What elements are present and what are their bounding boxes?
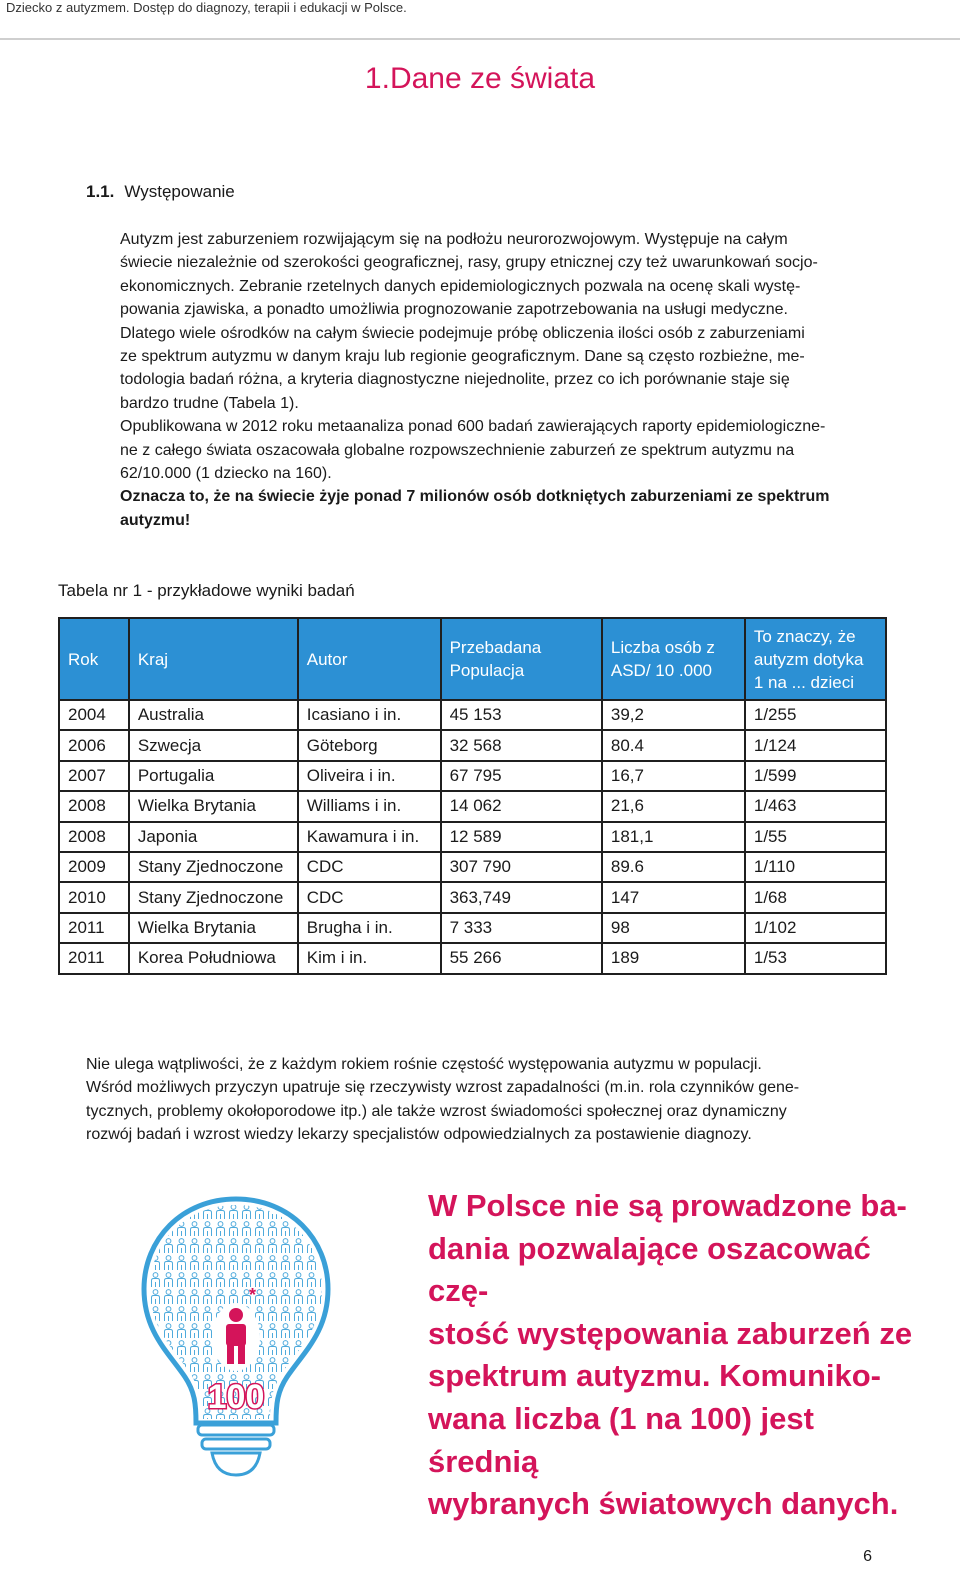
cell-znaczy: 1/102 bbox=[745, 913, 886, 943]
body-line: 62/10.000 (1 dziecko na 160). bbox=[120, 465, 332, 483]
cell-liczba: 21,6 bbox=[602, 791, 745, 821]
cell-kraj: Japonia bbox=[129, 822, 298, 852]
emphasis-line: autyzmu! bbox=[120, 511, 191, 529]
section-title: Występowanie bbox=[124, 182, 235, 201]
table-row bbox=[59, 852, 886, 882]
cell-kraj: Australia bbox=[129, 700, 298, 730]
header-rok: Rok bbox=[59, 618, 129, 700]
cell-populacja: 45 153 bbox=[441, 700, 602, 730]
header-znaczy-line: To znaczy, że bbox=[753, 626, 856, 646]
header-znaczy-line: autyzm dotyka bbox=[753, 649, 864, 669]
cell-kraj: Wielka Brytania bbox=[129, 791, 298, 821]
cell-autor: Kawamura i in. bbox=[298, 822, 441, 852]
table-row bbox=[59, 700, 886, 730]
cell-populacja: 14 062 bbox=[441, 791, 602, 821]
cell-liczba: 189 bbox=[602, 943, 745, 973]
table-row bbox=[59, 730, 886, 760]
cell-rok: 2011 bbox=[59, 943, 129, 973]
cell-kraj: Korea Południowa bbox=[129, 943, 298, 973]
body-line: Dlatego wiele ośrodków na całym świecie podejmuje próbę obliczenia ilości osób z zaburzeniami bbox=[120, 324, 805, 342]
cell-znaczy: 1/599 bbox=[745, 761, 886, 791]
body-line: todologia badań różna, a kryteria diagnostyczne niejednolite, przez co ich porównanie staje się bbox=[120, 371, 790, 389]
cell-autor: CDC bbox=[298, 882, 441, 912]
cell-kraj: Portugalia bbox=[129, 761, 298, 791]
page-number: 6 bbox=[863, 1548, 872, 1565]
body-line: ekonomicznych. Zebranie rzetelnych danych epidemiologicznych pozwala na ocenę skali wystę- bbox=[120, 277, 801, 295]
cell-rok: 2009 bbox=[59, 852, 129, 882]
cell-rok: 2007 bbox=[59, 761, 129, 791]
callout-line: wybranych światowych danych. bbox=[428, 1486, 899, 1522]
cell-autor: Oliveira i in. bbox=[298, 761, 441, 791]
cell-znaczy: 1/55 bbox=[745, 822, 886, 852]
body-line: świecie niezależnie od szerokości geograficznej, rasy, grupy etnicznej czy też uwarunkowań socjo- bbox=[120, 254, 818, 272]
bulb-label-100: 100 bbox=[207, 1378, 265, 1416]
cell-autor: Göteborg bbox=[298, 730, 441, 760]
cell-populacja: 12 589 bbox=[441, 822, 602, 852]
header-populacja bbox=[441, 618, 602, 700]
cell-rok: 2011 bbox=[59, 913, 129, 943]
cell-populacja: 7 333 bbox=[441, 913, 602, 943]
cell-znaczy: 1/124 bbox=[745, 730, 886, 760]
callout-line: dania pozwalające oszacować czę- bbox=[428, 1230, 871, 1309]
cell-autor: Kim i in. bbox=[298, 943, 441, 973]
section-heading bbox=[86, 182, 235, 202]
section-number: 1.1. bbox=[86, 182, 115, 201]
cell-kraj: Stany Zjednoczone bbox=[129, 852, 298, 882]
body-line: bardzo trudne (Tabela 1). bbox=[120, 394, 299, 412]
body-line: powania zjawiska, a ponadto umożliwia prognozowanie zapotrzebowania na usługi medyczne. bbox=[120, 301, 788, 319]
cell-liczba: 80.4 bbox=[602, 730, 745, 760]
cell-autor: Williams i in. bbox=[298, 791, 441, 821]
post-text-line: tycznych, problemy okołoporodowe itp.) ale także wzrost świadomości społecznej oraz dynamiczny bbox=[86, 1102, 787, 1120]
post-text-line: Wśród możliwych przyczyn upatruje się rzeczywisty wzrost zapadalności (m.in. rola czynników gene- bbox=[86, 1079, 800, 1097]
cell-znaczy: 1/255 bbox=[745, 700, 886, 730]
table-row bbox=[59, 913, 886, 943]
cell-liczba: 147 bbox=[602, 882, 745, 912]
cell-autor: Brugha i in. bbox=[298, 913, 441, 943]
results-table bbox=[58, 617, 887, 975]
post-text-line: Nie ulega wątpliwości, że z każdym rokiem rośnie częstość występowania autyzmu w populacji. bbox=[86, 1056, 762, 1073]
header-autor: Autor bbox=[298, 618, 441, 700]
lightbulb-people-icon bbox=[136, 1187, 336, 1487]
body-line: Opublikowana w 2012 roku metaanaliza ponad 600 badań zawierających raporty epidemiologiczne- bbox=[120, 418, 826, 436]
body-line: ze spektrum autyzmu w danym kraju lub regionie geograficznym. Dane są często rozbieżne, me- bbox=[120, 348, 805, 366]
header-liczba-line: Liczba osób z bbox=[610, 638, 715, 657]
callout-text bbox=[428, 1185, 928, 1526]
cell-liczba: 98 bbox=[602, 913, 745, 943]
header-kraj: Kraj bbox=[129, 618, 298, 700]
cell-znaczy: 1/463 bbox=[745, 791, 886, 821]
cell-liczba: 89.6 bbox=[602, 852, 745, 882]
cell-kraj: Wielka Brytania bbox=[129, 913, 298, 943]
post-table-text bbox=[86, 1053, 866, 1147]
body-text bbox=[120, 228, 875, 532]
table-row bbox=[59, 943, 886, 973]
header-populacja-line: Populacja bbox=[449, 661, 525, 680]
table-row bbox=[59, 761, 886, 791]
cell-liczba: 39,2 bbox=[602, 700, 745, 730]
callout-line: spektrum autyzmu. Komuniko- bbox=[428, 1358, 881, 1394]
header-liczba-line: ASD/ 10 .000 bbox=[610, 661, 712, 680]
table-row bbox=[59, 882, 886, 912]
header-liczba bbox=[602, 618, 745, 700]
cell-rok: 2010 bbox=[59, 882, 129, 912]
cell-kraj: Szwecja bbox=[129, 730, 298, 760]
header-divider bbox=[0, 38, 960, 40]
cell-populacja: 55 266 bbox=[441, 943, 602, 973]
cell-znaczy: 1/53 bbox=[745, 943, 886, 973]
cell-znaczy: 1/110 bbox=[745, 852, 886, 882]
callout-line: wana liczba (1 na 100) jest średnią bbox=[428, 1400, 814, 1479]
cell-autor: Icasiano i in. bbox=[298, 700, 441, 730]
cell-populacja: 307 790 bbox=[441, 852, 602, 882]
header-znaczy bbox=[745, 618, 886, 700]
chapter-title: 1.Dane ze świata bbox=[364, 62, 596, 95]
cell-populacja: 363,749 bbox=[441, 882, 602, 912]
header-populacja-line: Przebadana bbox=[449, 638, 542, 657]
cell-liczba: 16,7 bbox=[602, 761, 745, 791]
cell-rok: 2004 bbox=[59, 700, 129, 730]
cell-rok: 2008 bbox=[59, 791, 129, 821]
cell-populacja: 67 795 bbox=[441, 761, 602, 791]
cell-autor: CDC bbox=[298, 852, 441, 882]
callout-line: stość występowania zaburzeń ze bbox=[428, 1315, 913, 1351]
body-line: ne z całego świata oszacowała globalne rozpowszechnienie zaburzeń ze spektrum autyzmu na bbox=[120, 441, 795, 459]
body-line: Autyzm jest zaburzeniem rozwijającym się na podłożu neurorozwojowym. Występuje na całym bbox=[120, 231, 788, 248]
cell-liczba: 181,1 bbox=[602, 822, 745, 852]
table-row bbox=[59, 822, 886, 852]
table-header-row bbox=[59, 618, 886, 700]
table-row bbox=[59, 791, 886, 821]
table-caption: Tabela nr 1 - przykładowe wyniki badań bbox=[58, 581, 355, 600]
asterisk-mark: * bbox=[249, 1285, 257, 1305]
cell-rok: 2006 bbox=[59, 730, 129, 760]
cell-kraj: Stany Zjednoczone bbox=[129, 882, 298, 912]
header-znaczy-line: 1 na ... dzieci bbox=[753, 672, 855, 692]
emphasis-line: Oznacza to, że na świecie żyje ponad 7 milionów osób dotkniętych zaburzeniami ze spektrum bbox=[120, 488, 830, 506]
cell-znaczy: 1/68 bbox=[745, 882, 886, 912]
callout-line: W Polsce nie są prowadzone ba- bbox=[428, 1188, 907, 1223]
cell-rok: 2008 bbox=[59, 822, 129, 852]
running-header: Dziecko z autyzmem. Dostęp do diagnozy, terapii i edukacji w Polsce. bbox=[6, 0, 407, 15]
post-text-line: rozwój badań i wzrost wiedzy lekarzy specjalistów odpowiedzialnych za postawienie diagnozy. bbox=[86, 1126, 752, 1144]
cell-populacja: 32 568 bbox=[441, 730, 602, 760]
